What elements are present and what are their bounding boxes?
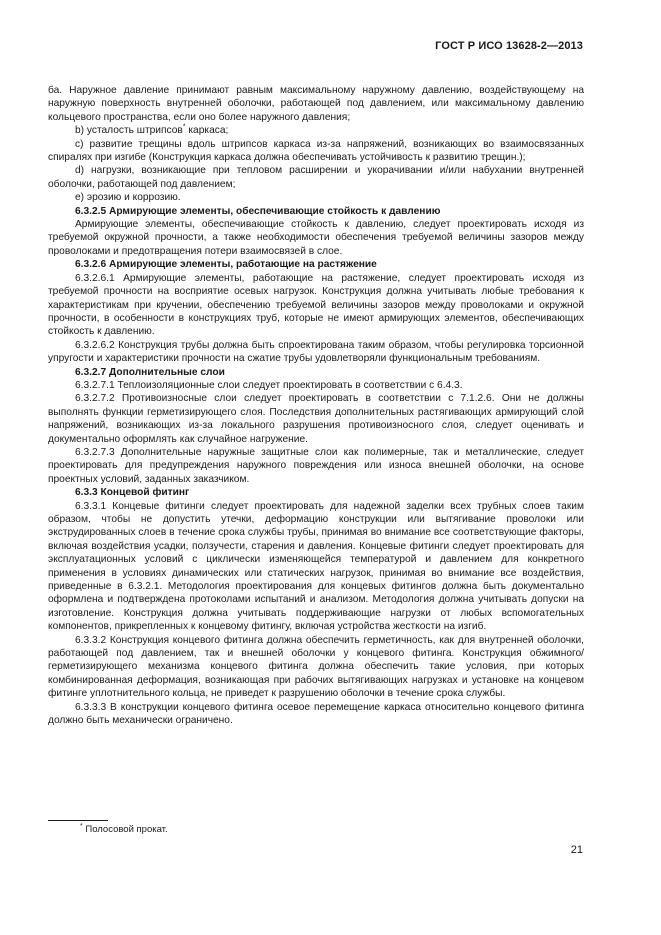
paragraph xyxy=(48,634,584,701)
paragraph-text: 6.3.2.7.3 Дополнительные наружные защитные слои как полимерные, так и металлические, следует проектировать для предупреждения наружного повреждения или износа внешней оболочки, на основе проектных условий, заданных заказчиком. xyxy=(48,446,584,485)
footnote-mark: * xyxy=(80,822,83,830)
paragraph xyxy=(48,339,584,366)
paragraph-text: 6.3.3 Концевой фитинг xyxy=(75,487,190,499)
footnote-divider xyxy=(48,820,108,821)
paragraph xyxy=(48,379,584,392)
paragraph xyxy=(48,500,584,634)
paragraph-text: d) нагрузки, возникающие при тепловом расширении и укорачивании и/или набухании внутренней оболочки, работающей под давлением; xyxy=(48,165,584,190)
paragraph-text: 6.3.2.6.1 Армирующие элементы, работающие на растяжение, следует проектировать исходя из требуемой прочности на восприятие осевых нагрузок. Конструкция должна учитывать любые требования к характеристикам при кручении, обеспечению требуемой величины зазоров между проволоками и окружной прочности, в особенности в конструкциях труб, которые не имеют армирующих элементов, обеспечивающих стойкость к давлению. xyxy=(48,272,584,338)
body-text xyxy=(48,84,584,728)
paragraph-text: 6.3.3.3 В конструкции концевого фитинга осевое перемещение каркаса относительно концевого фитинга должно быть механически ограничено. xyxy=(48,701,584,727)
footnote-text: Полосовой прокат. xyxy=(82,824,168,835)
paragraph-text-tail: каркаса; xyxy=(185,125,229,137)
section-heading xyxy=(48,205,584,218)
paragraph-text: 6.3.3.2 Конструкция концевого фитинга должна обеспечить герметичность, как для внутренней оболочки, работающей под давлением, так и внешней оболочки у концевого фитинга. Конструкция обжимного/герметизирующего механизма концевого фитинга должна обеспечить такие условия, при которых комбинированная деформация, возникающая при рабочих вытягивающих нагрузках и установке на концевом фитинге уплотнительного кольца, не приведет к разрушению оболочки в течение срока службы. xyxy=(48,634,584,700)
paragraph xyxy=(48,164,584,191)
section-heading xyxy=(48,486,584,499)
paragraph-text: Армирующие элементы, обеспечивающие стойкость к давлению, следует проектировать исходя из требуемой окружной прочности, а также необходимости обеспечения требуемой величины зазоров между проволоками и предотвращения потери взаимосвязей в слое. xyxy=(48,219,584,257)
paragraph-text: 6.3.2.6.2 Конструкция трубы должна быть спроектирована таким образом, чтобы регулировка торсионной упругости и характеристики прочности на сжатие трубы удовлетворяли функциональным требованиям. xyxy=(48,339,584,365)
paragraph-text: ба. Наружное давление принимают равным максимальному наружному давлению, воздействующему на наружную поверхность внутренней оболочки, работающей под давлением, или максимальному давлению кольцевого пространства, если оно более наружного давления; xyxy=(48,85,584,123)
paragraph xyxy=(48,124,584,137)
paragraph-text: 6.3.2.7.1 Теплоизоляционные слои следует проектировать в соответствии с 6.4.3. xyxy=(75,379,463,391)
paragraph-text: 6.3.3.1 Концевые фитинги следует проектировать для надежной заделки всех трубных слоев таким образом, чтобы не допустить утечки, деформацию конструкции или вытягивание проволоки или экструдированных слоев в течение срока службы трубы, принимая во внимание все соответствующие факторы, включая воздействия усадки, ползучести, старения и давления. Концевые фитинги следует проектировать для эксплуатационных условий с циклически изменяющейся температурой и давлением для конкретного применения в условиях динамических или статических нагрузок, принимая во внимание все воздействия, приведенные в 6.3.2.1. Методология проектирования для концевых фитингов должна быть документально оформлена и подтверждена протоколами испытаний и анализом. Методология должна учитывать допуски на изготовление. Конструкция должна учитывать поддерживающие нагрузки от любых вспомогательных компонентов, прикрепленных к концевому фитингу, включая устройства жесткости на изгиб. xyxy=(48,500,584,633)
paragraph xyxy=(48,84,584,124)
paragraph xyxy=(48,218,584,258)
section-heading xyxy=(48,366,584,379)
document-header: ГОСТ Р ИСО 13628-2—2013 xyxy=(435,40,583,52)
paragraph-text: 6.3.2.7 Дополнительные слои xyxy=(75,366,225,378)
footnote xyxy=(80,824,168,835)
paragraph-text: c) развитие трещины вдоль штрипсов каркаса из-за напряжений, возникающих во взаимосвязанных спиралях при изгибе (Конструкция каркаса должна обеспечивать устойчивость к развитию трещин.); xyxy=(48,138,584,164)
page-number: 21 xyxy=(570,844,583,856)
footnote-reference: * xyxy=(182,123,186,131)
paragraph-text: 6.3.2.5 Армирующие элементы, обеспечивающие стойкость к давлению xyxy=(75,205,441,217)
paragraph-text: b) усталость штрипсов xyxy=(75,125,183,137)
paragraph xyxy=(48,191,584,204)
paragraph-text: e) эрозию и коррозию. xyxy=(75,192,181,204)
section-heading xyxy=(48,258,584,271)
paragraph xyxy=(48,272,584,339)
paragraph xyxy=(48,701,584,728)
paragraph xyxy=(48,392,584,446)
paragraph xyxy=(48,138,584,165)
paragraph xyxy=(48,446,584,486)
paragraph-text: 6.3.2.7.2 Противоизносные слои следует проектировать в соответствии с 7.1.2.6. Они не должны выполнять функции герметизирующего слоя. Последствия дополнительных растягивающих армирующий слой напряжений, возникающих из-за локального разрушения противоизносного слоя, следует оценивать и документально оформлять как случайное нагружение. xyxy=(48,393,584,445)
paragraph-text: 6.3.2.6 Армирующие элементы, работающие на растяжение xyxy=(75,259,377,271)
